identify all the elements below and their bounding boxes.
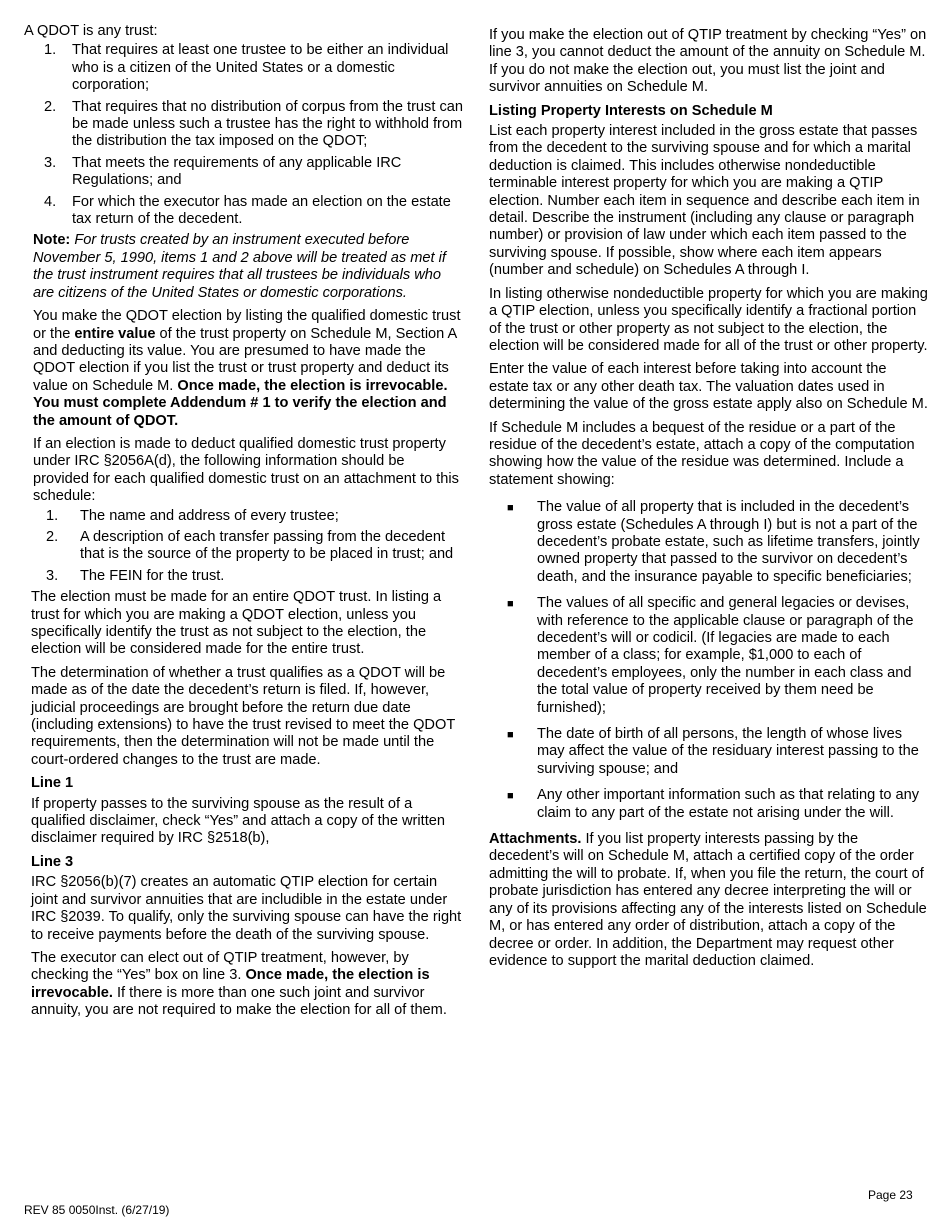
note-text: For trusts created by an instrument executed before November 5, 1990, items 1 and 2 above will be treated as met if the trust instrument requires that all trustees be individuals who are citizens of the United States or domestic corporations.	[33, 232, 446, 301]
qtip-paragraph: If you make the election out of QTIP treatment by checking “Yes” on line 3, you cannot deduct the amount of the annuity on Schedule M. If you do not make the election out, you must list the joint and survivor annuities on Schedule M.	[489, 27, 927, 96]
list-item: 3. That meets the requirements of any applicable IRC Regulations; and	[44, 154, 402, 189]
attachments-label: Attachments.	[489, 831, 582, 848]
nondeductible-paragraph: In listing otherwise nondeductible property for which you are making a QTIP election, unless you specifically identify a fractional portion of the trust or other property as not subject to the election, the election will be considered made for all of the trust or other property.	[489, 285, 928, 354]
right-column	[489, 27, 929, 976]
entire-trust-paragraph: The election must be made for an entire QDOT trust. In listing a trust for which you are making a QDOT election, unless you specifically identify the trust as not subject to the election, the election will be considered made for the entire trust.	[31, 589, 442, 658]
determination-paragraph: The determination of whether a trust qualifies as a QDOT will be made as of the date the decedent’s return is filed. If, however, judicial proceedings are brought before the return due date (including extensions) to have the trust revised to meet the QDOT requirements, then the determination will not be made until the court-ordered changes to the trust are made.	[31, 664, 455, 768]
list-item: 4. For which the executor has made an election on the estate tax return of the decedent.	[44, 193, 451, 228]
statement-bullet-list	[489, 499, 929, 822]
list-item: 3. The FEIN for the trust.	[46, 567, 225, 584]
form-id: REV 85 0050Inst. (6/27/19)	[24, 1203, 170, 1217]
list-item: 2. A description of each transfer passing from the decedent that is the source of the property to be placed in trust; and	[46, 528, 454, 563]
list-item: ■ The value of all property that is included in the decedent’s gross estate (Schedules A through I) but is not a part of the decedent’s probate estate, such as lifetime transfers, jointly owned property that passed to the survivor on decedent’s death, and the insurance payable to specific beneficiaries;	[507, 499, 920, 585]
list-item: 1. The name and address of every trustee;	[46, 507, 339, 524]
list-item: 2. That requires that no distribution of corpus from the trust can be made unless such a trustee has the right to withhold from the distribution the tax imposed on the QDOT;	[44, 98, 463, 150]
list-item: ■ The values of all specific and general legacies or devises, with reference to the applicable clause or paragraph of the decedent’s will or codicil. (If legacies are made to each member of a class; for example, $1,000 to each of decedent’s employees, only the number in each class and the total value of property received by them need be furnished);	[507, 595, 914, 716]
left-column	[24, 23, 464, 1026]
bullet-square-icon: ■	[507, 502, 514, 515]
value-paragraph: Enter the value of each interest before taking into account the estate tax or any other death tax. The valuation dates used in determining the value of the gross estate apply also on Schedule M.	[489, 361, 928, 413]
qdot-intro: A QDOT is any trust:	[24, 23, 158, 39]
listing-heading: Listing Property Interests on Schedule M	[489, 102, 773, 119]
listing-paragraph: List each property interest included in the gross estate that passes from the decedent to the surviving spouse and for which a marital deduction is claimed. This includes otherwise nondeductible terminable interest property for which you are making a QTIP election. Number each item in sequence and describe each item in detail. Describe the instrument (including any clause or paragraph number) or provision of law under which each item passed to the surviving spouse. If possible, show where each item appears (number and schedule) on Schedules A through I.	[489, 123, 920, 279]
note-label: Note:	[33, 232, 71, 249]
deduct-paragraph: If an election is made to deduct qualified domestic trust property under IRC §2056A(d), the following information should be provided for each qualified domestic trust on an attachment to this schedule:	[33, 435, 459, 505]
executor-paragraph: The executor can elect out of QTIP treatment, however, by checking the “Yes” box on line 3. Once made, the election is irrevocable. If there is more than one such joint and survivor annuity, you are not required to make the election for all of them.	[31, 949, 447, 1019]
line3-paragraph: IRC §2056(b)(7) creates an automatic QTIP election for certain joint and survivor annuities that are includible in the estate under IRC §2039. To qualify, only the surviving spouse can have the right to receive payments before the death of the surviving spouse.	[31, 874, 462, 943]
election-paragraph: You make the QDOT election by listing the qualified domestic trust or the entire value of the trust property on Schedule M, Section A and deducting its value. You are presumed to have made the QDOT election if you list the trust or trust property and deduct its value on Schedule M. Once made, the election is irrevocable. You must complete Addendum # 1 to verify the election and the amount of QDOT.	[33, 308, 461, 429]
residue-paragraph: If Schedule M includes a bequest of the residue or a part of the residue of the decedent’s estate, attach a copy of the computation showing how the value of the residue was determined. Include a statement showing:	[489, 419, 915, 488]
line3-heading: Line 3	[31, 853, 74, 870]
qdot-requirements-list	[24, 42, 464, 228]
deduct-info-list	[24, 508, 464, 586]
attachments-paragraph: Attachments. If you list property interests passing by the decedent’s will on Schedule M, attach a certified copy of the order admitting the will to probate. If, when you file the return, the court of probate jurisdiction has entered any decree interpreting the will or any of its provisions affecting any of the interests listed on Schedule M, or has entered any order of distribution, attach a copy of the decree or order. In addition, the Department may request other evidence to support the marital deduction claimed.	[489, 831, 927, 969]
note-paragraph	[24, 232, 464, 302]
bullet-square-icon: ■	[507, 598, 514, 611]
bullet-square-icon: ■	[507, 790, 514, 803]
page-number: Page 23	[868, 1188, 913, 1202]
bullet-square-icon: ■	[507, 729, 514, 742]
list-item: ■ The date of birth of all persons, the length of whose lives may affect the value of the residuary interest passing to the surviving spouse; and	[507, 726, 919, 777]
line1-paragraph: If property passes to the surviving spouse as the result of a qualified disclaimer, check “Yes” and attach a copy of the written disclaimer required by IRC §2518(b),	[31, 795, 445, 847]
list-item: 1. That requires at least one trustee to be either an individual who is a citizen of the United States or a domestic corporation;	[44, 42, 449, 94]
list-item: ■ Any other important information such as that relating to any claim to any part of the estate not arising under the will.	[507, 787, 920, 821]
line1-heading: Line 1	[31, 775, 74, 792]
